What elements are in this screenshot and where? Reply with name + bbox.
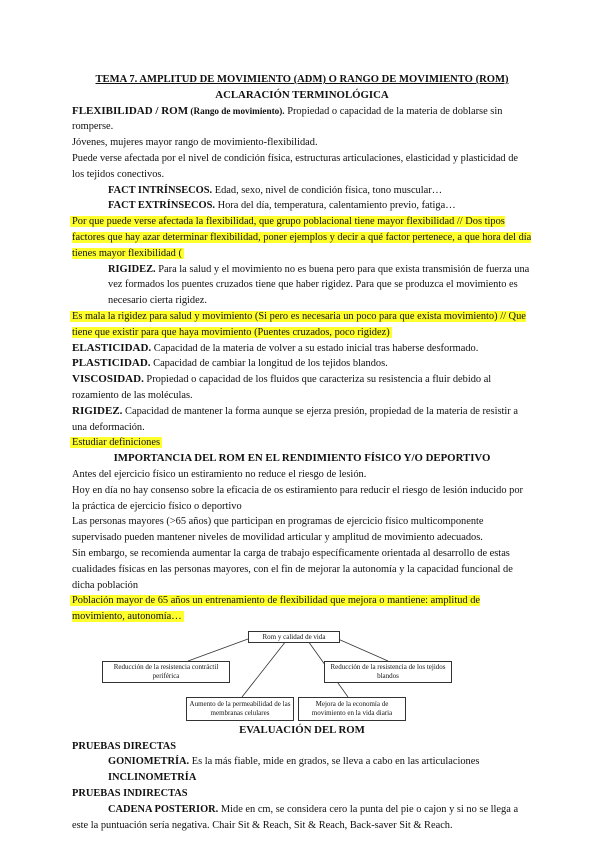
viscosidad-term: VISCOSIDAD. <box>72 373 144 386</box>
afectada-paragraph: Puede verse afectada por el nivel de condición física, estructuras articulaciones, elasticidad y plasticidad de los tejidos conectivos. <box>72 152 519 180</box>
flexibilidad-paragraph <box>72 104 532 136</box>
flexibilidad-definition: Propiedad o capacidad de la materia de doblarse sin romperse. <box>72 105 503 133</box>
goniometria-text: Es la más fiable, mide en grados, se lleva a cabo en las articulaciones <box>189 756 480 768</box>
diagram-box-resistencia-contractil: Reducción de la resistencia contráctil periférica <box>102 661 230 683</box>
elasticidad-term: ELASTICIDAD. <box>72 341 152 354</box>
highlight-question-flexibilidad <box>72 214 532 261</box>
goniometria-term: GONIOMETRÍA. <box>108 756 190 768</box>
rom-calidad-vida-diagram <box>72 629 532 725</box>
highlight-estudiar-text: Estudiar definiciones <box>72 437 161 449</box>
factores-extrinsecos-text: Hora del día, temperatura, calentamiento previo, fatiga… <box>215 200 456 212</box>
jovenes-paragraph: Jóvenes, mujeres mayor rango de movimiento-flexibilidad. <box>72 137 318 149</box>
viscosidad-text: Propiedad o capacidad de los fluidos que caracteriza su resistencia a fluir debido al rozamiento de las moléculas. <box>72 374 492 401</box>
flexibilidad-term: FLEXIBILIDAD / ROM <box>72 104 189 117</box>
rigidez-definition-term: RIGIDEZ. <box>72 404 123 417</box>
document-page <box>72 72 532 833</box>
highlight-poblacion <box>72 593 532 625</box>
cadena-posterior-paragraph <box>72 802 532 834</box>
rigidez-salud-paragraph <box>72 262 532 309</box>
plasticidad-text: Capacidad de cambiar la longitud de los tejidos blandos. <box>150 358 388 370</box>
rigidez-definition-paragraph <box>72 404 532 436</box>
diagram-box-permeabilidad: Aumento de la permeabilidad de las membranas celulares <box>186 697 294 721</box>
highlight-poblacion-text: Población mayor de 65 años un entrenamiento de flexibilidad que mejora o mantiene: amplitud de movimiento, autonomía… <box>72 595 481 623</box>
highlight-question-flexibilidad-text: Por que puede verse afectada la flexibilidad, que grupo poblacional tiene mayor flexibilidad // Dos tipos factores que hay azar determinar flexibilidad, poner ejemplos y decir a qué factor pertenece, a que hora del día tienes mayor flexibilidad ( <box>72 216 532 259</box>
goniometria-paragraph <box>72 754 532 770</box>
elasticidad-text: Capacidad de la materia de volver a su estado inicial tras haberse desformado. <box>151 342 479 354</box>
antes-paragraph: Antes del ejercicio físico un estiramiento no reduce el riesgo de lesión. <box>72 468 367 480</box>
pruebas-directas-heading: PRUEBAS DIRECTAS <box>72 740 177 752</box>
diagram-box-rom-calidad: Rom y calidad de vida <box>248 631 340 643</box>
plasticidad-term: PLASTICIDAD. <box>72 357 151 370</box>
factores-intrinsecos-text: Edad, sexo, nivel de condición física, tono muscular… <box>212 184 443 196</box>
viscosidad-paragraph <box>72 372 532 404</box>
factores-extrinsecos-term: FACT EXTRÍNSECOS. <box>108 200 216 212</box>
cadena-posterior-term: CADENA POSTERIOR. <box>108 803 219 815</box>
factores-intrinsecos-term: FACT INTRÍNSECOS. <box>108 184 213 196</box>
inclinometria-heading: INCLINOMETRÍA <box>108 772 197 784</box>
diagram-box-economia-movimiento: Mejora de la economía de movimiento en la vida diaria <box>298 697 406 721</box>
plasticidad-paragraph <box>72 356 532 372</box>
highlight-question-rigidez-text: Es mala la rigidez para salud y movimiento (Si pero es necesaria un poco para que exista movimiento) // Que tiene que existir para que haya movimiento (Puentes cruzados, poco rigidez) <box>72 310 526 338</box>
section-heading-aclaracion: ACLARACIÓN TERMINOLÓGICA <box>215 88 389 101</box>
flexibilidad-paren: (Rango de movimiento). <box>188 105 285 116</box>
pruebas-indirectas-heading: PRUEBAS INDIRECTAS <box>72 788 188 800</box>
elasticidad-paragraph <box>72 341 532 357</box>
diagram-box-resistencia-tejidos: Reducción de la resistencia de los tejidos blandos <box>324 661 452 683</box>
rigidez-salud-text: Para la salud y el movimiento no es buena pero para que exista transmisión de fuerza una vez formados los puentes cruzados tiene que haber rigidez. Para que se produzca el movimiento es necesario cierta rigidez. <box>108 263 530 307</box>
hoy-paragraph: Hoy en día no hay consenso sobre la eficacia de os estiramiento para reducir el riesgo de lesión inducido por la práctica de ejercicio físico o deportivo <box>72 484 523 512</box>
personas-mayores-paragraph: Las personas mayores (>65 años) que participan en programas de ejercicio físico multicomponente supervisado pueden mantener niveles de movilidad articular y amplitud de movimiento adecuados. <box>72 516 484 544</box>
document-title: TEMA 7. AMPLITUD DE MOVIMIENTO (ADM) O RANGO DE MOVIMIENTO (ROM) <box>95 74 509 85</box>
sin-embargo-paragraph: Sin embargo, se recomienda aumentar la carga de trabajo específicamente orientada al desarrollo de estas cualidades físicas en las personas mayores, con el fin de mejorar la autonomía y la capacidad funcional de dicha población <box>72 547 513 591</box>
factores-intrinsecos <box>72 183 532 199</box>
rigidez-definition-text: Capacidad de mantener la forma aunque se ejerza presión, propiedad de la materia de resistir a una deformación. <box>72 405 518 433</box>
section-heading-evaluacion: EVALUACIÓN DEL ROM <box>239 723 365 736</box>
section-heading-importancia: IMPORTANCIA DEL ROM EN EL RENDIMIENTO FÍSICO Y/O DEPORTIVO <box>113 452 491 465</box>
rigidez-salud-term: RIGIDEZ. <box>108 263 156 275</box>
factores-extrinsecos <box>72 198 532 214</box>
highlight-question-rigidez <box>72 309 532 341</box>
cadena-posterior-text: Mide en cm, se considera cero la punta del pie o cajon y si no se llega a este la puntuación sería negativa. Chair Sit & Reach, Sit & Reach, Back-saver Sit & Reach. <box>72 803 519 831</box>
highlight-estudiar <box>72 435 532 451</box>
